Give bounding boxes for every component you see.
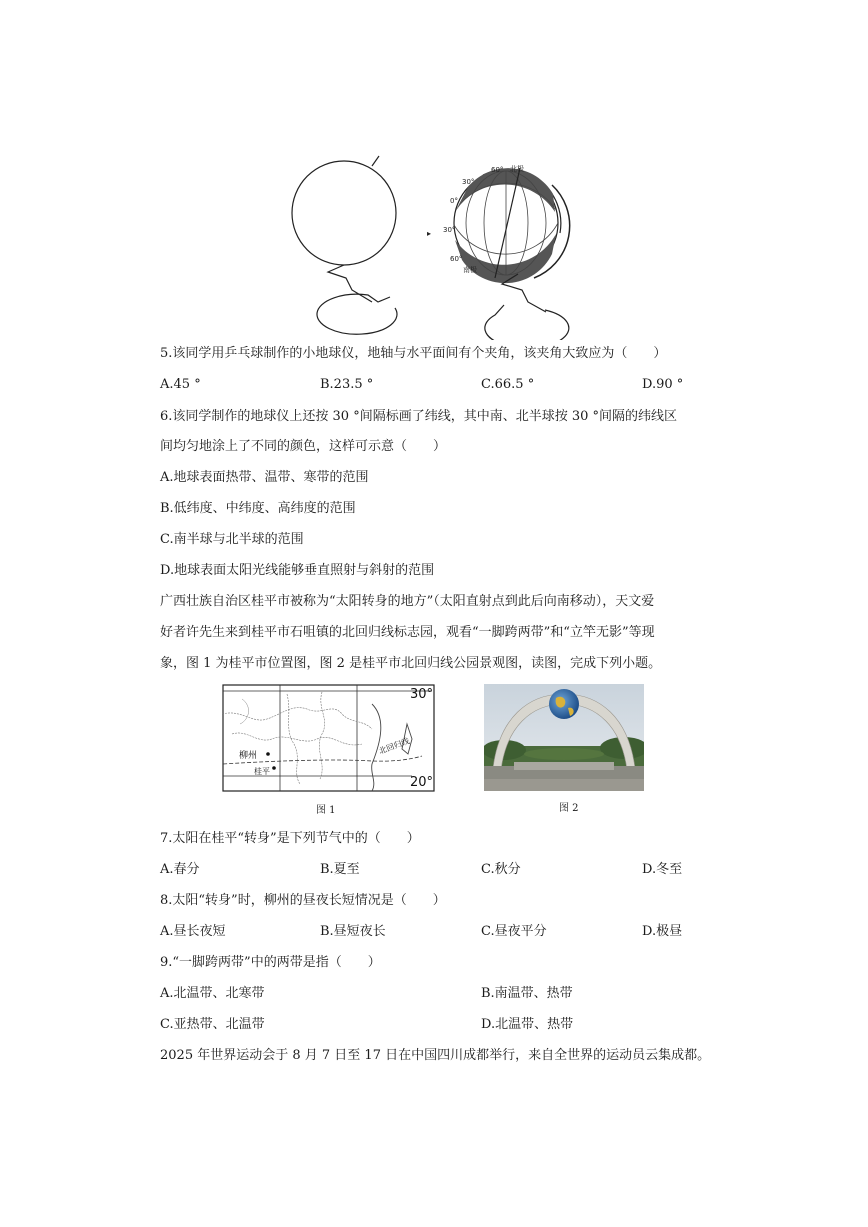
q5-stem: 5.该同学用乒乓球制作的小地球仪，地轴与水平面间有个夹角，该夹角大致应为（ ） [160,346,667,361]
q9-stem: 9.“一脚跨两带”中的两带是指（ ） [160,955,381,970]
globe-figure [290,150,580,340]
q6-option-c[interactable]: C.南半球与北半球的范围 [160,532,304,547]
q7-option-b[interactable]: B.夏至 [320,862,360,877]
q8-option-b[interactable]: B.昼短夜长 [320,924,386,939]
park-photo [484,684,644,791]
q6-option-b[interactable]: B.低纬度、中纬度、高纬度的范围 [160,501,356,516]
guiping-label: 桂平 [254,767,270,776]
svg-text:▸: ▸ [427,229,432,238]
q5-option-d[interactable]: D.90 ° [642,377,684,392]
plain-ball [292,161,396,265]
photo-caption: 图 2 [559,803,579,814]
passage-line1: 广西壮族自治区桂平市被称为“太阳转身的地方”（太阳直射点到此后向南移动），天文爱 [160,594,655,609]
label-north: 北极 [510,165,524,173]
label-30s: 30° [443,226,456,234]
left-stand [328,265,372,302]
passage-line2: 好者许先生来到桂平市石咀镇的北回归线标志园，观看“一脚跨两带”和“立竿无影”等现 [160,625,655,640]
lat-20-label: 20° [410,775,434,790]
tropic-label: 北回归线 [377,736,411,756]
q6-stem-line1: 6.该同学制作的地球仪上还按 30 °间隔标画了纬线，其中南、北半球按 30 °间隔的纬线区 [160,409,678,424]
label-30n: 30° [462,178,475,186]
q8-stem: 8.太阳“转身”时，柳州的昼夜长短情况是（ ） [160,893,446,908]
map-caption: 图 1 [316,805,336,816]
liuzhou-label: 柳州 [239,751,258,761]
q7-option-c[interactable]: C.秋分 [481,862,521,877]
lat-30-label: 30° [410,687,434,702]
q5-option-c[interactable]: C.66.5 ° [481,377,535,392]
label-0: 0° [450,197,458,205]
q6-option-a[interactable]: A.地球表面热带、温带、寒带的范围 [160,470,369,485]
tail-line1: 2025 年世界运动会于 8 月 7 日至 17 日在中国四川成都举行，来自全世界的运动员云集成都。 [160,1048,711,1063]
q7-stem: 7.太阳在桂平“转身”是下列节气中的（ ） [160,831,420,846]
q5-option-b[interactable]: B.23.5 ° [320,377,374,392]
label-60n: 60° [491,166,504,174]
q7-option-a[interactable]: A.春分 [160,862,200,877]
liuzhou-dot [266,752,270,756]
label-south: 南极 [463,266,477,274]
left-axis-tip [372,156,379,166]
passage-line3: 象，图 1 为桂平市位置图，图 2 是桂平市北回归线公园景观图，读图，完成下列小题。 [160,656,662,671]
q9-option-d[interactable]: D.北温带、热带 [481,1017,574,1032]
q8-option-d[interactable]: D.极昼 [642,924,683,939]
q8-option-a[interactable]: A.昼长夜短 [160,924,226,939]
location-map [222,684,437,794]
q6-option-d[interactable]: D.地球表面太阳光线能够垂直照射与斜射的范围 [160,563,435,578]
q9-option-c[interactable]: C.亚热带、北温带 [160,1017,265,1032]
q9-option-b[interactable]: B.南温带、热带 [481,986,573,1001]
q6-stem-line2: 间均匀地涂上了不同的颜色，这样可示意（ ） [160,439,447,454]
label-60s: 60° [450,255,463,263]
painted-globe [443,164,570,340]
q8-option-c[interactable]: C.昼夜平分 [481,924,547,939]
q9-option-a[interactable]: A.北温带、北寒带 [160,986,265,1001]
q5-option-a[interactable]: A.45 ° [160,377,201,392]
q7-option-d[interactable]: D.冬至 [642,862,683,877]
guiping-dot [272,766,276,770]
left-base [317,294,397,334]
